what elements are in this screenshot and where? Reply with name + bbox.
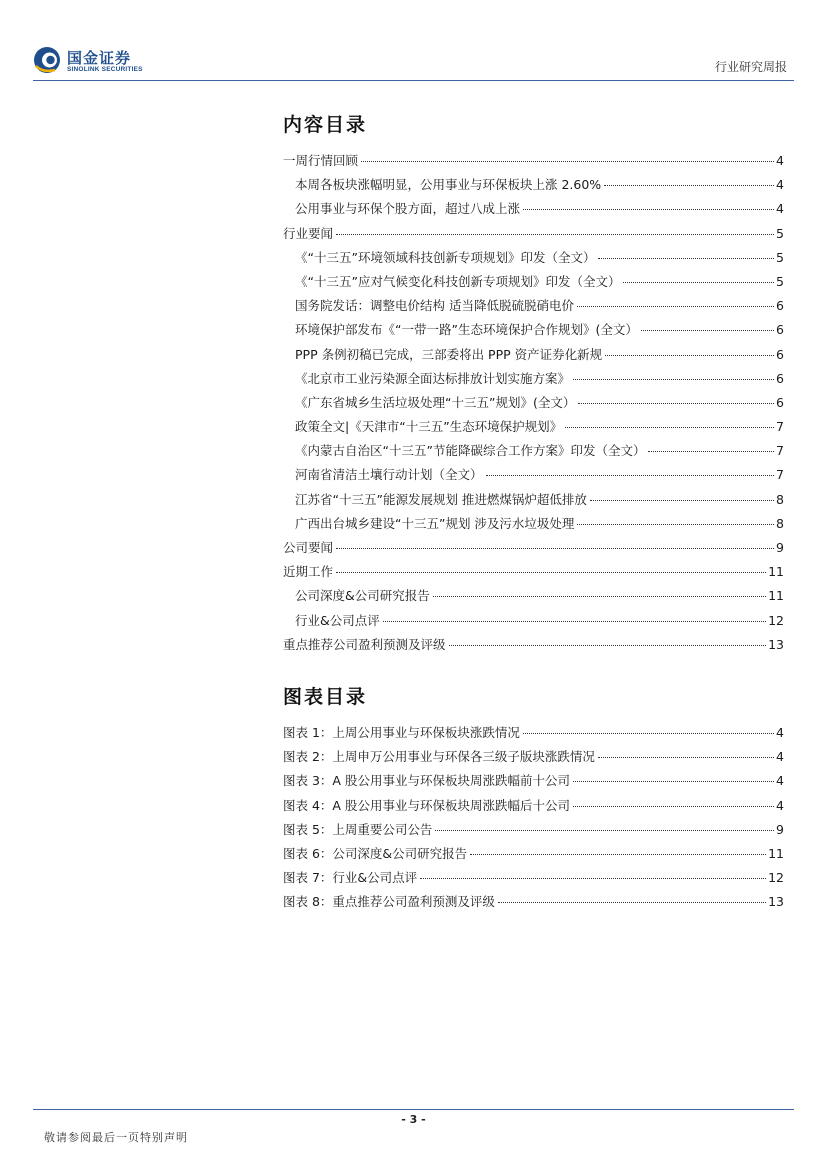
contents-entry[interactable]	[283, 272, 784, 296]
contents-entry-page: 12	[768, 612, 784, 628]
contents-entry-title: 《内蒙古自治区“十三五”节能降碳综合工作方案》印发（全文）	[295, 443, 646, 459]
figure-entry-title: 图表 7：行业&公司点评	[283, 870, 418, 886]
dot-leader	[641, 330, 774, 331]
contents-entry-page: 13	[768, 636, 784, 652]
contents-entry[interactable]	[283, 369, 784, 393]
figure-entry[interactable]	[283, 820, 784, 844]
dot-leader	[361, 161, 774, 162]
contents-entry-page: 5	[776, 225, 784, 241]
contents-entry[interactable]	[283, 296, 784, 320]
contents-entry[interactable]	[283, 248, 784, 272]
dot-leader	[336, 234, 774, 235]
contents-entry-page: 7	[776, 443, 784, 459]
contents-entry-title: 《北京市工业污染源全面达标排放计划实施方案》	[295, 370, 571, 386]
figure-entry[interactable]	[283, 747, 784, 771]
page-number: - 3 -	[401, 1113, 426, 1126]
figures-section	[283, 682, 784, 917]
dot-leader	[449, 645, 767, 646]
contents-entry-title: PPP 条例初稿已完成，三部委将出 PPP 资产证券化新规	[295, 346, 603, 362]
figures-list	[283, 723, 784, 917]
header-divider	[33, 80, 794, 81]
figure-entry-page: 4	[776, 797, 784, 813]
contents-entry[interactable]	[283, 635, 784, 659]
contents-entry-title: 公司深度&公司研究报告	[295, 588, 430, 604]
logo-en-text: SINOLINK SECURITIES	[67, 66, 143, 73]
contents-entry-page: 6	[776, 370, 784, 386]
dot-leader	[420, 878, 766, 879]
disclaimer-note: 敬请参阅最后一页特别声明	[44, 1131, 188, 1144]
figure-entry-title: 图表 3：A 股公用事业与环保板块周涨跌幅前十公司	[283, 773, 570, 789]
footer-divider	[33, 1109, 794, 1110]
contents-entry[interactable]	[283, 441, 784, 465]
contents-entry-page: 6	[776, 298, 784, 314]
dot-leader	[523, 733, 774, 734]
contents-entry[interactable]	[283, 224, 784, 248]
dot-leader	[523, 209, 774, 210]
figure-entry-page: 12	[768, 870, 784, 886]
contents-title: 内容目录	[283, 114, 368, 136]
contents-entry[interactable]	[283, 611, 784, 635]
figure-entry-title: 图表 6：公司深度&公司研究报告	[283, 845, 468, 861]
contents-entry-page: 11	[768, 564, 784, 580]
contents-entry-page: 7	[776, 467, 784, 483]
contents-entry-title: 一周行情回顾	[283, 153, 359, 168]
contents-entry[interactable]	[283, 175, 784, 199]
dot-leader	[577, 306, 774, 307]
contents-entry-title: 重点推荐公司盈利预测及评级	[283, 636, 446, 652]
contents-entry-title: 政策全文|《天津市“十三五”生态环境保护规划》	[295, 419, 563, 435]
dot-leader	[435, 830, 774, 831]
dot-leader	[498, 902, 766, 903]
contents-entry-page: 6	[776, 346, 784, 362]
sinolink-logo-icon	[33, 46, 61, 74]
contents-list	[283, 151, 784, 659]
logo-cn-text: 国金证券	[67, 49, 132, 67]
contents-entry-title: 近期工作	[283, 564, 334, 580]
figure-entry[interactable]	[283, 844, 784, 868]
dot-leader	[577, 524, 774, 525]
contents-entry[interactable]	[283, 514, 784, 538]
dot-leader	[648, 451, 774, 452]
contents-entry-title: 公司要闻	[283, 540, 334, 555]
contents-entry-page: 9	[776, 540, 784, 555]
dot-leader	[598, 258, 774, 259]
company-logo	[33, 46, 153, 78]
contents-entry-page: 4	[776, 201, 784, 217]
dot-leader	[590, 500, 774, 501]
contents-entry[interactable]	[283, 586, 784, 610]
contents-entry-page: 4	[776, 153, 784, 168]
contents-entry-title: 国务院发话：调整电价结构 适当降低脱硫脱硝电价	[295, 298, 574, 314]
contents-section	[283, 110, 784, 659]
contents-entry-page: 6	[776, 322, 784, 338]
figure-entry-page: 4	[776, 773, 784, 789]
figure-entry[interactable]	[283, 771, 784, 795]
dot-leader	[573, 806, 774, 807]
contents-entry-page: 11	[768, 588, 784, 604]
contents-entry-title: 本周各板块涨幅明显，公用事业与环保板块上涨 2.60%	[295, 177, 602, 193]
contents-entry-page: 4	[776, 177, 784, 193]
contents-entry-title: 《“十三五”应对气候变化科技创新专项规划》印发（全文）	[295, 273, 621, 289]
dot-leader	[573, 781, 774, 782]
contents-entry[interactable]	[283, 345, 784, 369]
contents-entry[interactable]	[283, 417, 784, 441]
figure-entry-title: 图表 2：上周申万公用事业与环保各三级子版块涨跌情况	[283, 749, 595, 765]
contents-entry-page: 5	[776, 249, 784, 265]
contents-entry[interactable]	[283, 538, 784, 562]
contents-entry-page: 7	[776, 419, 784, 435]
figure-entry-page: 11	[768, 845, 784, 861]
dot-leader	[605, 355, 774, 356]
dot-leader	[623, 282, 774, 283]
document-type: 行业研究周报	[714, 60, 787, 74]
contents-entry-title: 河南省清洁土壤行动计划（全文）	[295, 467, 483, 483]
figure-entry-title: 图表 1：上周公用事业与环保板块涨跌情况	[283, 725, 520, 740]
figure-entry[interactable]	[283, 796, 784, 820]
dot-leader	[336, 572, 766, 573]
dot-leader	[565, 427, 774, 428]
contents-entry[interactable]	[283, 320, 784, 344]
contents-entry-title: 《广东省城乡生活垃圾处理“十三五”规划》(全文）	[295, 394, 576, 410]
dot-leader	[604, 185, 774, 186]
contents-entry-title: 《“十三五”环境领域科技创新专项规划》印发（全文）	[295, 249, 596, 265]
figure-entry[interactable]	[283, 868, 784, 892]
figure-entry-title: 图表 8：重点推荐公司盈利预测及评级	[283, 894, 495, 910]
contents-entry[interactable]	[283, 562, 784, 586]
contents-entry-page: 6	[776, 394, 784, 410]
contents-entry-page: 8	[776, 491, 784, 507]
figure-entry-page: 9	[776, 821, 784, 837]
contents-entry-title: 行业&公司点评	[295, 612, 380, 628]
contents-entry-title: 公用事业与环保个股方面，超过八成上涨	[295, 201, 521, 217]
contents-entry[interactable]	[283, 199, 784, 223]
contents-entry[interactable]	[283, 151, 784, 175]
contents-entry[interactable]	[283, 465, 784, 489]
dot-leader	[470, 854, 766, 855]
figure-entry[interactable]	[283, 723, 784, 747]
dot-leader	[383, 621, 766, 622]
figure-entry-title: 图表 5：上周重要公司公告	[283, 821, 433, 837]
figure-entry-page: 4	[776, 749, 784, 765]
dot-leader	[598, 757, 774, 758]
contents-entry-title: 行业要闻	[283, 225, 334, 241]
figure-entry-page: 4	[776, 725, 784, 740]
figures-title: 图表目录	[283, 686, 368, 708]
figure-entry[interactable]	[283, 892, 784, 916]
contents-entry-title: 环境保护部发布《“一带一路”生态环境保护合作规划》(全文）	[295, 322, 638, 338]
dot-leader	[433, 596, 766, 597]
dot-leader	[486, 475, 775, 476]
contents-entry[interactable]	[283, 490, 784, 514]
figure-entry-page: 13	[768, 894, 784, 910]
dot-leader	[573, 379, 774, 380]
dot-leader	[336, 548, 774, 549]
dot-leader	[578, 403, 774, 404]
contents-entry-page: 8	[776, 515, 784, 531]
contents-entry-page: 5	[776, 273, 784, 289]
contents-entry-title: 广西出台城乡建设“十三五”规划 涉及污水垃圾处理	[295, 515, 575, 531]
contents-entry-title: 江苏省“十三五”能源发展规划 推进燃煤锅炉超低排放	[295, 491, 587, 507]
contents-entry[interactable]	[283, 393, 784, 417]
page-header	[0, 0, 827, 82]
figure-entry-title: 图表 4：A 股公用事业与环保板块周涨跌幅后十公司	[283, 797, 570, 813]
